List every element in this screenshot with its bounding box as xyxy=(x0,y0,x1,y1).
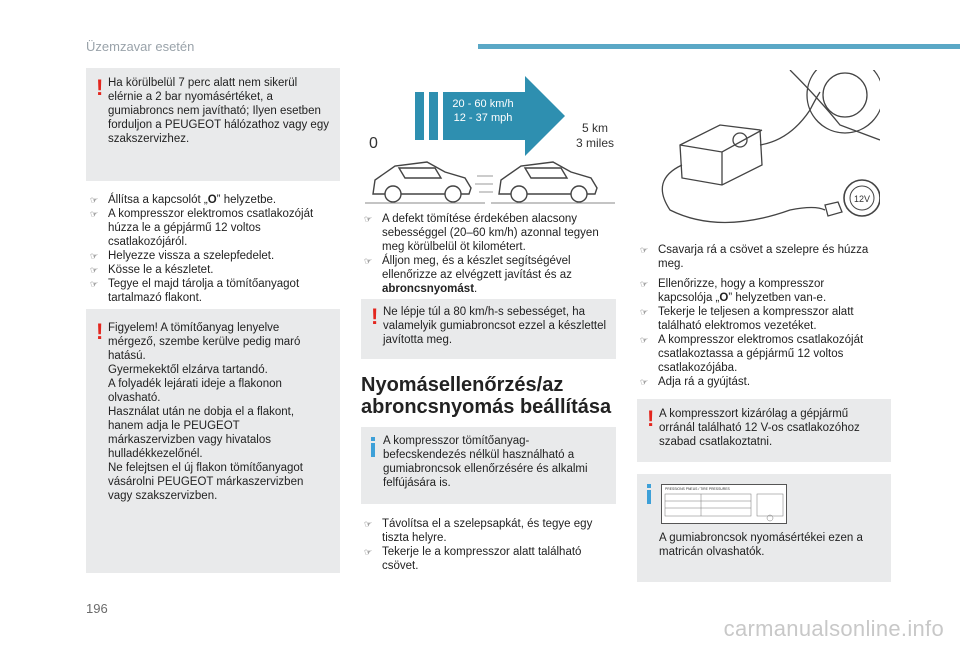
distance-km-label: 5 km xyxy=(581,121,609,135)
warning-line: Gyermekektől elzárva tartandó. xyxy=(108,364,268,376)
list-item: ☞ A kompresszor elektromos csatlakozóját húzza le a gépjármű 12 voltos csatlakozójáról. xyxy=(90,208,314,248)
sticker-title: PRESSIONS PNEUS / TIRE PRESSURES xyxy=(665,487,730,491)
car-icon xyxy=(373,162,471,202)
step-list-disconnect xyxy=(90,193,340,305)
tire-outline xyxy=(790,70,880,140)
hand-pointer-icon: ☞ xyxy=(364,214,373,224)
hand-pointer-icon: ☞ xyxy=(640,335,649,345)
speed-bar xyxy=(429,92,438,140)
hand-pointer-icon: ☞ xyxy=(364,547,373,557)
warning-line: Ne felejtsen el új flakon tömítőanyagot vásárolni PEUGEOT márkaszervizben vagy szakszervizben. xyxy=(108,462,304,502)
hand-pointer-icon: ☞ xyxy=(640,307,649,317)
car-icon xyxy=(499,162,597,202)
speed-distance-illustration xyxy=(365,76,620,216)
step-list-connect xyxy=(640,243,880,389)
start-distance-label: 0 xyxy=(369,135,378,152)
step-list-valve xyxy=(364,517,616,573)
list-item: ☞ Kösse le a készletet. xyxy=(90,264,214,276)
hand-pointer-icon: ☞ xyxy=(90,279,99,289)
list-item: ☞ Álljon meg, és a készlet segítségével ellenőrizze az elvégzett javítást és az abroncsnyomást. xyxy=(364,255,572,295)
hand-pointer-icon: ☞ xyxy=(364,519,373,529)
plug-icon xyxy=(825,202,842,216)
info-text: A kompresszor tömítőanyag-befecskendezés nélkül használható a gumiabroncsok ellenőrzésére és alkalmi felfújására is. xyxy=(383,435,588,489)
compressor-connection-illustration xyxy=(640,70,880,230)
list-item: ☞ Csavarja rá a csövet a szelepre és húzza meg. xyxy=(640,244,869,270)
warning-text: A kompresszort kizárólag a gépjármű orránál található 12 V-os csatlakozóhoz szabad csatlakoztatni. xyxy=(659,408,860,448)
warning-icon: ! xyxy=(371,304,379,329)
warning-text: Ne lépje túl a 80 km/h-s sebességet, ha valamelyik gumiabroncsot ezzel a készlettel javította meg. xyxy=(383,306,607,346)
section-heading: Nyomásellenőrzés/az abroncsnyomás beállítása xyxy=(361,374,612,418)
list-item: ☞ Tegye el majd tárolja a tömítőanyagot tartalmazó flakont. xyxy=(90,278,300,304)
list-item: ☞ Helyezze vissza a szelepfedelet. xyxy=(90,250,275,262)
warning-box-sealant xyxy=(86,309,340,573)
warning-icon: ! xyxy=(647,406,655,431)
speed-mph-label: 12 - 37 mph xyxy=(453,112,513,124)
warning-line: Figyelem! A tömítőanyag lenyelve mérgező, szembe kerülve pedig maró hatású. xyxy=(108,322,301,362)
list-item: ☞ Tekerje le teljesen a kompresszor alatt található elektromos vezetéket. xyxy=(640,306,854,332)
warning-icon: ! xyxy=(96,319,104,344)
tire-pressure-sticker xyxy=(661,484,787,524)
warning-box-pressure xyxy=(86,68,340,181)
info-box-compressor xyxy=(361,427,616,504)
hose-icon xyxy=(760,92,820,145)
header-accent-bar xyxy=(478,44,960,49)
socket-label: 12V xyxy=(853,194,871,204)
warning-text: Ha körülbelül 7 perc alatt nem sikerül elérnie a 2 bar nyomásértéket, a gumiabroncs nem javítható; Ilyen esetben forduljon a PEUGEOT hálózathoz vagy egy szakszervizhez. xyxy=(108,77,329,145)
info-icon xyxy=(371,443,375,457)
warning-icon: ! xyxy=(96,75,104,100)
speed-kmh-label: 20 - 60 km/h xyxy=(452,98,514,110)
list-item: ☞ A defekt tömítése érdekében alacsony sebességgel (20–60 km/h) azonnal tegyen meg körülbelül öt kilométert. xyxy=(364,213,599,253)
hand-pointer-icon: ☞ xyxy=(640,279,649,289)
warning-box-speed xyxy=(361,299,616,359)
distance-miles-label: 3 miles xyxy=(575,136,615,150)
warning-box-socket xyxy=(637,399,891,462)
speed-bar xyxy=(415,92,424,140)
hand-pointer-icon: ☞ xyxy=(364,256,373,266)
page-number: 196 xyxy=(86,601,108,616)
list-item: ☞ Állítsa a kapcsolót „O” helyzetbe. xyxy=(90,194,277,206)
hand-pointer-icon: ☞ xyxy=(90,251,99,261)
hand-pointer-icon: ☞ xyxy=(90,209,99,219)
info-icon xyxy=(647,490,651,504)
hand-pointer-icon: ☞ xyxy=(640,377,649,387)
list-item: ☞ Tekerje le a kompresszor alatt található csövet. xyxy=(364,546,582,572)
list-item: ☞ A kompresszor elektromos csatlakozóját csatlakoztassa a gépjármű 12 voltos csatlakozójába. xyxy=(640,334,864,374)
section-title: Üzemzavar esetén xyxy=(86,39,195,54)
compressor-icon xyxy=(680,125,762,185)
wheel-icon xyxy=(807,70,880,133)
list-item: ☞ Ellenőrizze, hogy a kompresszor kapcsolója „O” helyzetben van-e. xyxy=(640,278,827,304)
wheel-hub-icon xyxy=(823,73,867,117)
list-item: ☞ Adja rá a gyújtást. xyxy=(640,376,751,388)
info-text: A gumiabroncsok nyomásértékei ezen a matricán olvashatók. xyxy=(659,532,863,558)
warning-line: Használat után ne dobja el a flakont, hanem adja le PEUGEOT márkaszervizben vagy hivatalos hulladékkezelőnél. xyxy=(108,406,295,460)
watermark: carmanualsonline.info xyxy=(723,616,944,641)
list-item: ☞ Távolítsa el a szelepsapkát, és tegye egy tiszta helyre. xyxy=(364,518,593,544)
hand-pointer-icon: ☞ xyxy=(90,195,99,205)
step-list-drive xyxy=(364,212,616,296)
warning-line: A folyadék lejárati ideje a flakonon olvasható. xyxy=(108,378,282,404)
motion-lines xyxy=(475,176,493,192)
hand-pointer-icon: ☞ xyxy=(90,265,99,275)
hand-pointer-icon: ☞ xyxy=(640,245,649,255)
